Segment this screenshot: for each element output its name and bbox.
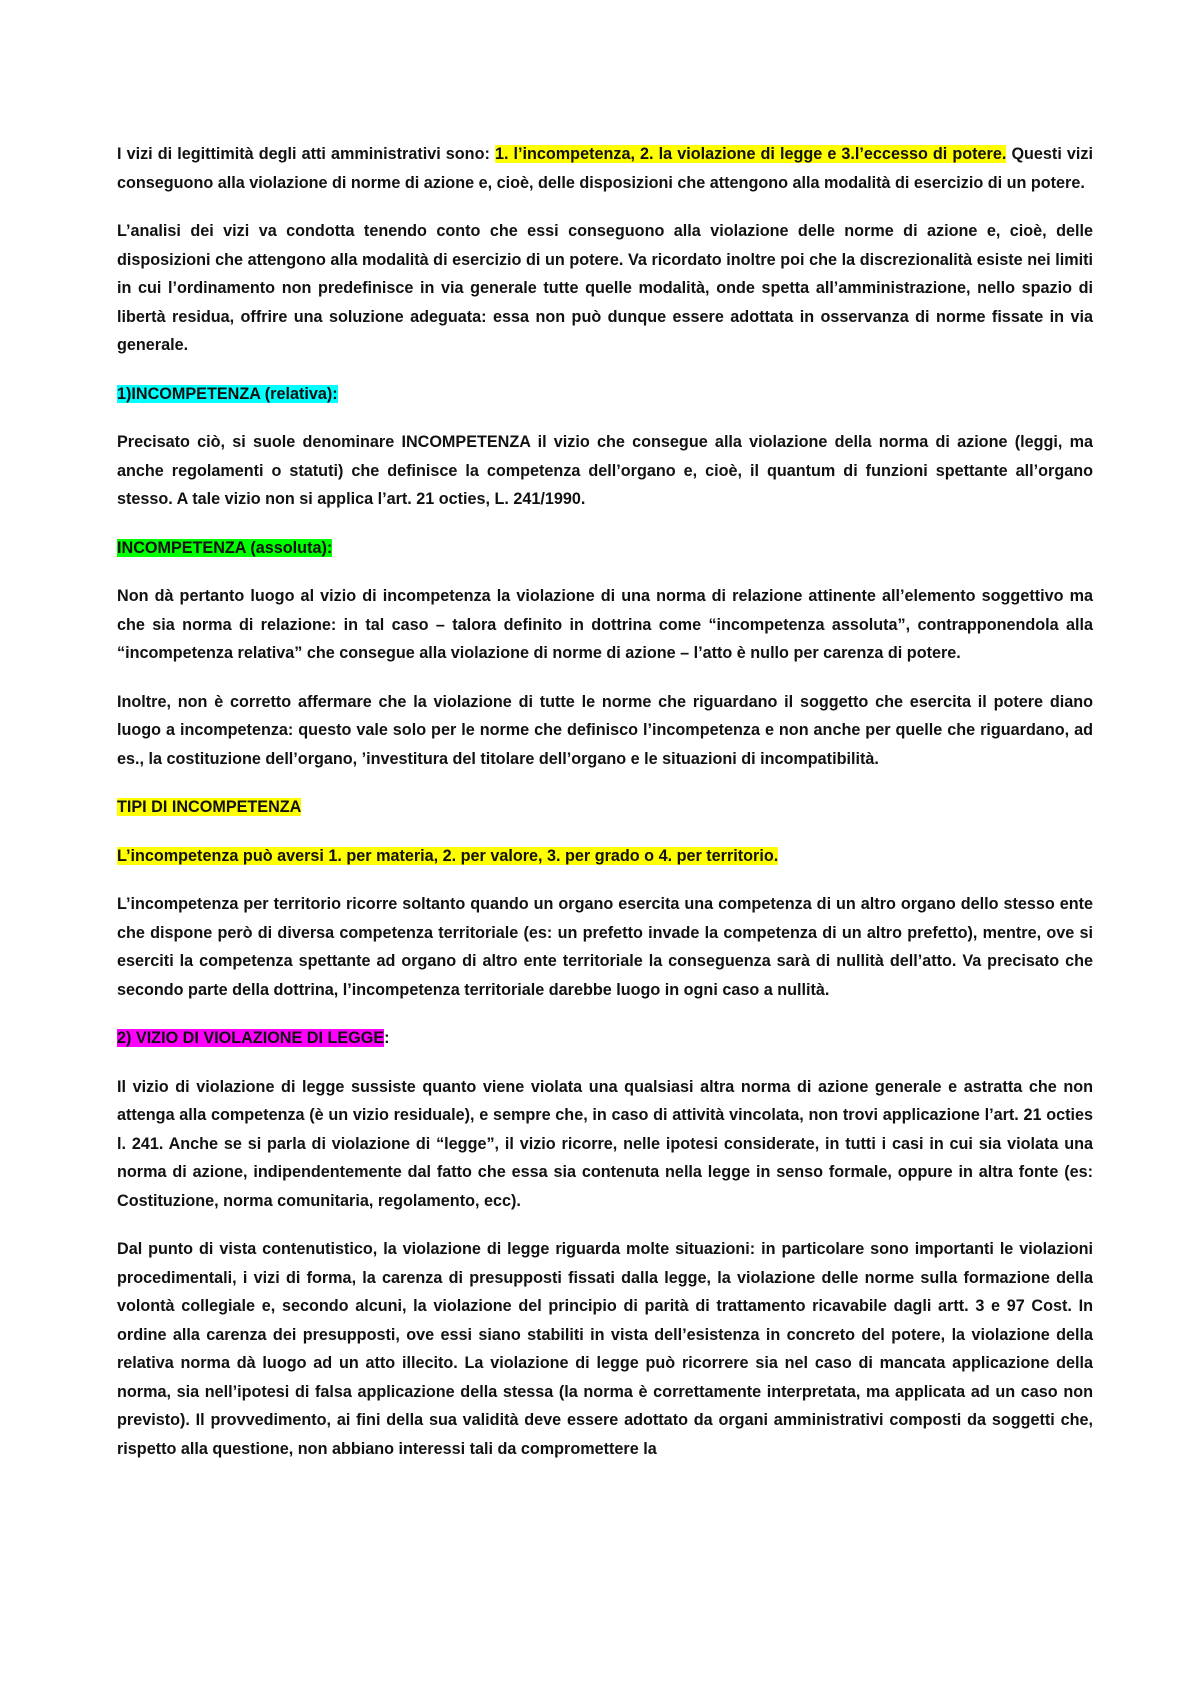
heading-tipi-list-text: L’incompetenza può aversi 1. per materia, 2. per valore, 3. per grado o 4. per territorio. [117,846,779,865]
paragraph-incompetenza-relativa: Precisato ciò, si suole denominare INCOMPETENZA il vizio che consegue alla violazione della norma di azione (leggi, ma anche regolamenti o statuti) che definisce la competenza dell’organo e, cioè, il quantum di funzioni spettante all’organo stesso. A tale vizio non si applica l’art. 21 octies, L. 241/1990. [117,433,1093,508]
paragraph-intro [117,140,1093,197]
highlighted-vizi-list: 1. l’incompetenza, 2. la violazione di legge e 3.l’eccesso di potere. [494,145,1007,163]
heading-incompetenza-assoluta [117,534,1093,563]
heading-violazione-legge-text: 2) VIZIO DI VIOLAZIONE DI LEGGE [117,1029,385,1047]
heading-incompetenza-relativa [117,380,1093,409]
paragraph-inoltre: Inoltre, non è corretto affermare che la violazione di tutte le norme che riguardano il soggetto che esercita il potere diano luogo a incompetenza: questo vale solo per le norme che definisco l’incompetenza e non anche per quelle che riguardano, ad es., la costituzione dell’organo, ’investitura del titolare dell’organo e le situazioni di incompatibilità. [117,692,1093,768]
paragraph-incompetenza-assoluta: Non dà pertanto luogo al vizio di incompetenza la violazione di una norma di relazione attinente all’elemento soggettivo ma che sia norma di relazione: in tal caso – talora definito in dottrina come “incompetenza assoluta”, contrapponendola alla “incompetenza relativa” che consegue alla violazione di norme di azione – l’atto è nullo per carenza di potere. [117,587,1093,662]
heading-tipi-list [117,842,1093,871]
intro-text: I vizi di legittimità degli atti amministrativi sono: [117,145,495,163]
document-page [117,140,1093,1463]
paragraph-analisi: L’analisi dei vizi va condotta tenendo conto che essi conseguono alla violazione delle norme di azione e, cioè, delle disposizioni che attengono alla modalità di esercizio di un potere. Va ricordato inoltre poi che la discrezionalità esiste nei limiti in cui l’ordinamento non predefinisce in via generale tutte quelle modalità, onde spetta all’amministrazione, nello spazio di libertà residua, offrire una soluzione adeguata: essa non può dunque essere adottata in osservanza di norme fissate in via generale. [117,222,1093,354]
heading-incompetenza-assoluta-text: INCOMPETENZA (assoluta): [117,538,333,557]
paragraph-violazione-legge: Il vizio di violazione di legge sussiste quanto viene violata una qualsiasi altra norma di azione generale e astratta che non attenga alla competenza (è un vizio residuale), e sempre che, in caso di attività vincolata, non trovi applicazione l’art. 21 octies l. 241. Anche se si parla di violazione di “legge”, il vizio ricorre, nelle ipotesi considerate, in tutti i casi in cui sia violata una norma di azione, indipendentemente dal fatto che essa sia contenuta nella legge in senso formale, oppure in altra fonte (es: Costituzione, norma comunitaria, regolamento, ecc). [117,1077,1093,1210]
heading-incompetenza-relativa-text: 1)INCOMPETENZA (relativa): [117,384,338,403]
intro-rest-text: Questi vizi conseguono alla violazione di norme di azione e, cioè, delle disposizioni che attengono alla modalità di esercizio di un potere. [117,145,1093,192]
paragraph-incompetenza-territorio: L’incompetenza per territorio ricorre soltanto quando un organo esercita una competenza di un altro organo dello stesso ente che dispone però di diversa competenza territoriale (es: un prefetto invade la competenza di un altro prefetto), mentre, ove si eserciti la competenza spettante ad organo di altro ente territoriale la conseguenza sarà di nullità dell’atto. Va precisato che secondo parte della dottrina, l’incompetenza territoriale darebbe luogo in ogni caso a nullità. [117,895,1093,999]
heading-tipi-incompetenza [117,793,1093,822]
paragraph-contenutistico: Dal punto di vista contenutistico, la violazione di legge riguarda molte situazioni: in particolare sono importanti le violazioni procedimentali, i vizi di forma, la carenza di presupposti fissati dalla legge, la violazione delle norme sulla formazione della volontà collegiale e, secondo alcuni, la violazione del principio di parità di trattamento ricavabile dagli artt. 3 e 97 Cost. In ordine alla carenza dei presupposti, ove essi siano stabiliti in vista dell’esistenza in concreto del potere, la violazione della relativa norma dà luogo ad un atto illecito. La violazione di legge può ricorrere sia nel caso di mancata applicazione della norma, sia nell’ipotesi di falsa applicazione della stessa (la norma è correttamente interpretata, ma applicata ad un caso non previsto). Il provvedimento, ai fini della sua validità deve essere adottato da organi amministrativi composti da soggetti che, rispetto alla questione, non abbiano interessi tali da compromettere la [117,1240,1093,1458]
heading-violazione-legge [117,1024,1093,1053]
heading-tipi-incompetenza-text: TIPI DI INCOMPETENZA [117,798,302,816]
heading-violazione-legge-colon: : [384,1029,390,1047]
